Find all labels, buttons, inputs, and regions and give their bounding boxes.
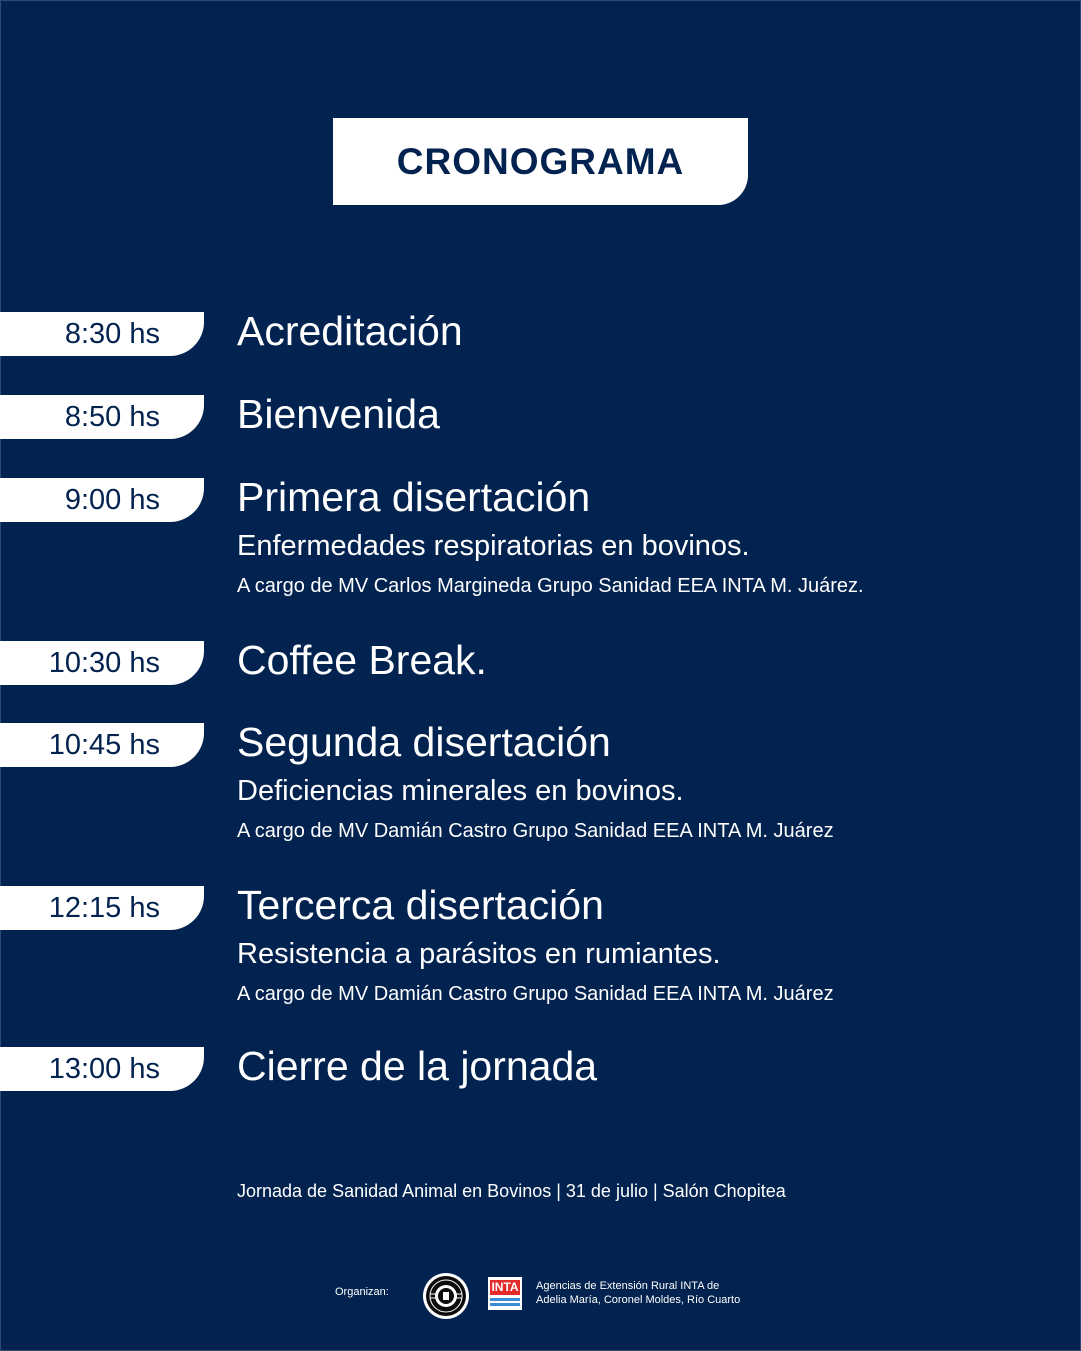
event-title: Segunda disertación xyxy=(237,719,611,765)
page-title: CRONOGRAMA xyxy=(396,140,685,182)
event-speaker: A cargo de MV Damián Castro Grupo Sanidad EEA INTA M. Juárez xyxy=(237,820,834,842)
event-title: Coffee Break. xyxy=(237,637,487,683)
event-subtitle: Deficiencias minerales en bovinos. xyxy=(237,775,684,807)
inta-stripe-icon xyxy=(490,1303,520,1306)
time-label: 10:30 hs xyxy=(48,647,160,679)
time-tab xyxy=(0,723,204,767)
event-title: Bienvenida xyxy=(237,391,440,437)
organizers-label: Organizan: xyxy=(335,1286,389,1298)
agencias-line: Adelia María, Coronel Moldes, Río Cuarto xyxy=(536,1294,741,1306)
agencias-line: Agencias de Extensión Rural INTA de xyxy=(536,1280,720,1292)
time-label: 12:15 hs xyxy=(48,892,160,924)
event-subtitle: Resistencia a parásitos en rumiantes. xyxy=(237,938,721,970)
time-tab xyxy=(0,478,204,522)
time-tab xyxy=(0,312,204,356)
event-title: Primera disertación xyxy=(237,474,591,520)
time-tab xyxy=(0,886,204,930)
header-badge xyxy=(333,118,748,205)
time-label: 9:00 hs xyxy=(64,484,160,516)
inta-logo-text: INTA xyxy=(491,1280,519,1294)
time-label: 8:30 hs xyxy=(64,318,160,350)
event-speaker: A cargo de MV Carlos Margineda Grupo Sanidad EEA INTA M. Juárez. xyxy=(237,575,864,597)
event-subtitle: Enfermedades respiratorias en bovinos. xyxy=(237,530,750,562)
event-speaker: A cargo de MV Damián Castro Grupo Sanidad EEA INTA M. Juárez xyxy=(237,983,834,1005)
event-title: Cierre de la jornada xyxy=(237,1043,598,1089)
inta-logo xyxy=(488,1277,522,1310)
event-title: Acreditación xyxy=(237,308,463,354)
time-tab xyxy=(0,395,204,439)
time-label: 10:45 hs xyxy=(48,729,160,761)
time-tab xyxy=(0,641,204,685)
sociedad-rural-seal-icon xyxy=(422,1272,470,1320)
time-tab xyxy=(0,1047,204,1091)
event-info: Jornada de Sanidad Animal en Bovinos | 31 de julio | Salón Chopitea xyxy=(237,1181,786,1201)
time-label: 13:00 hs xyxy=(48,1053,160,1085)
inta-stripe-icon xyxy=(490,1298,520,1301)
event-title: Tercerca disertación xyxy=(237,882,604,928)
agencias-text xyxy=(536,1279,740,1307)
time-label: 8:50 hs xyxy=(64,401,160,433)
organizers-bar xyxy=(0,1270,1081,1320)
